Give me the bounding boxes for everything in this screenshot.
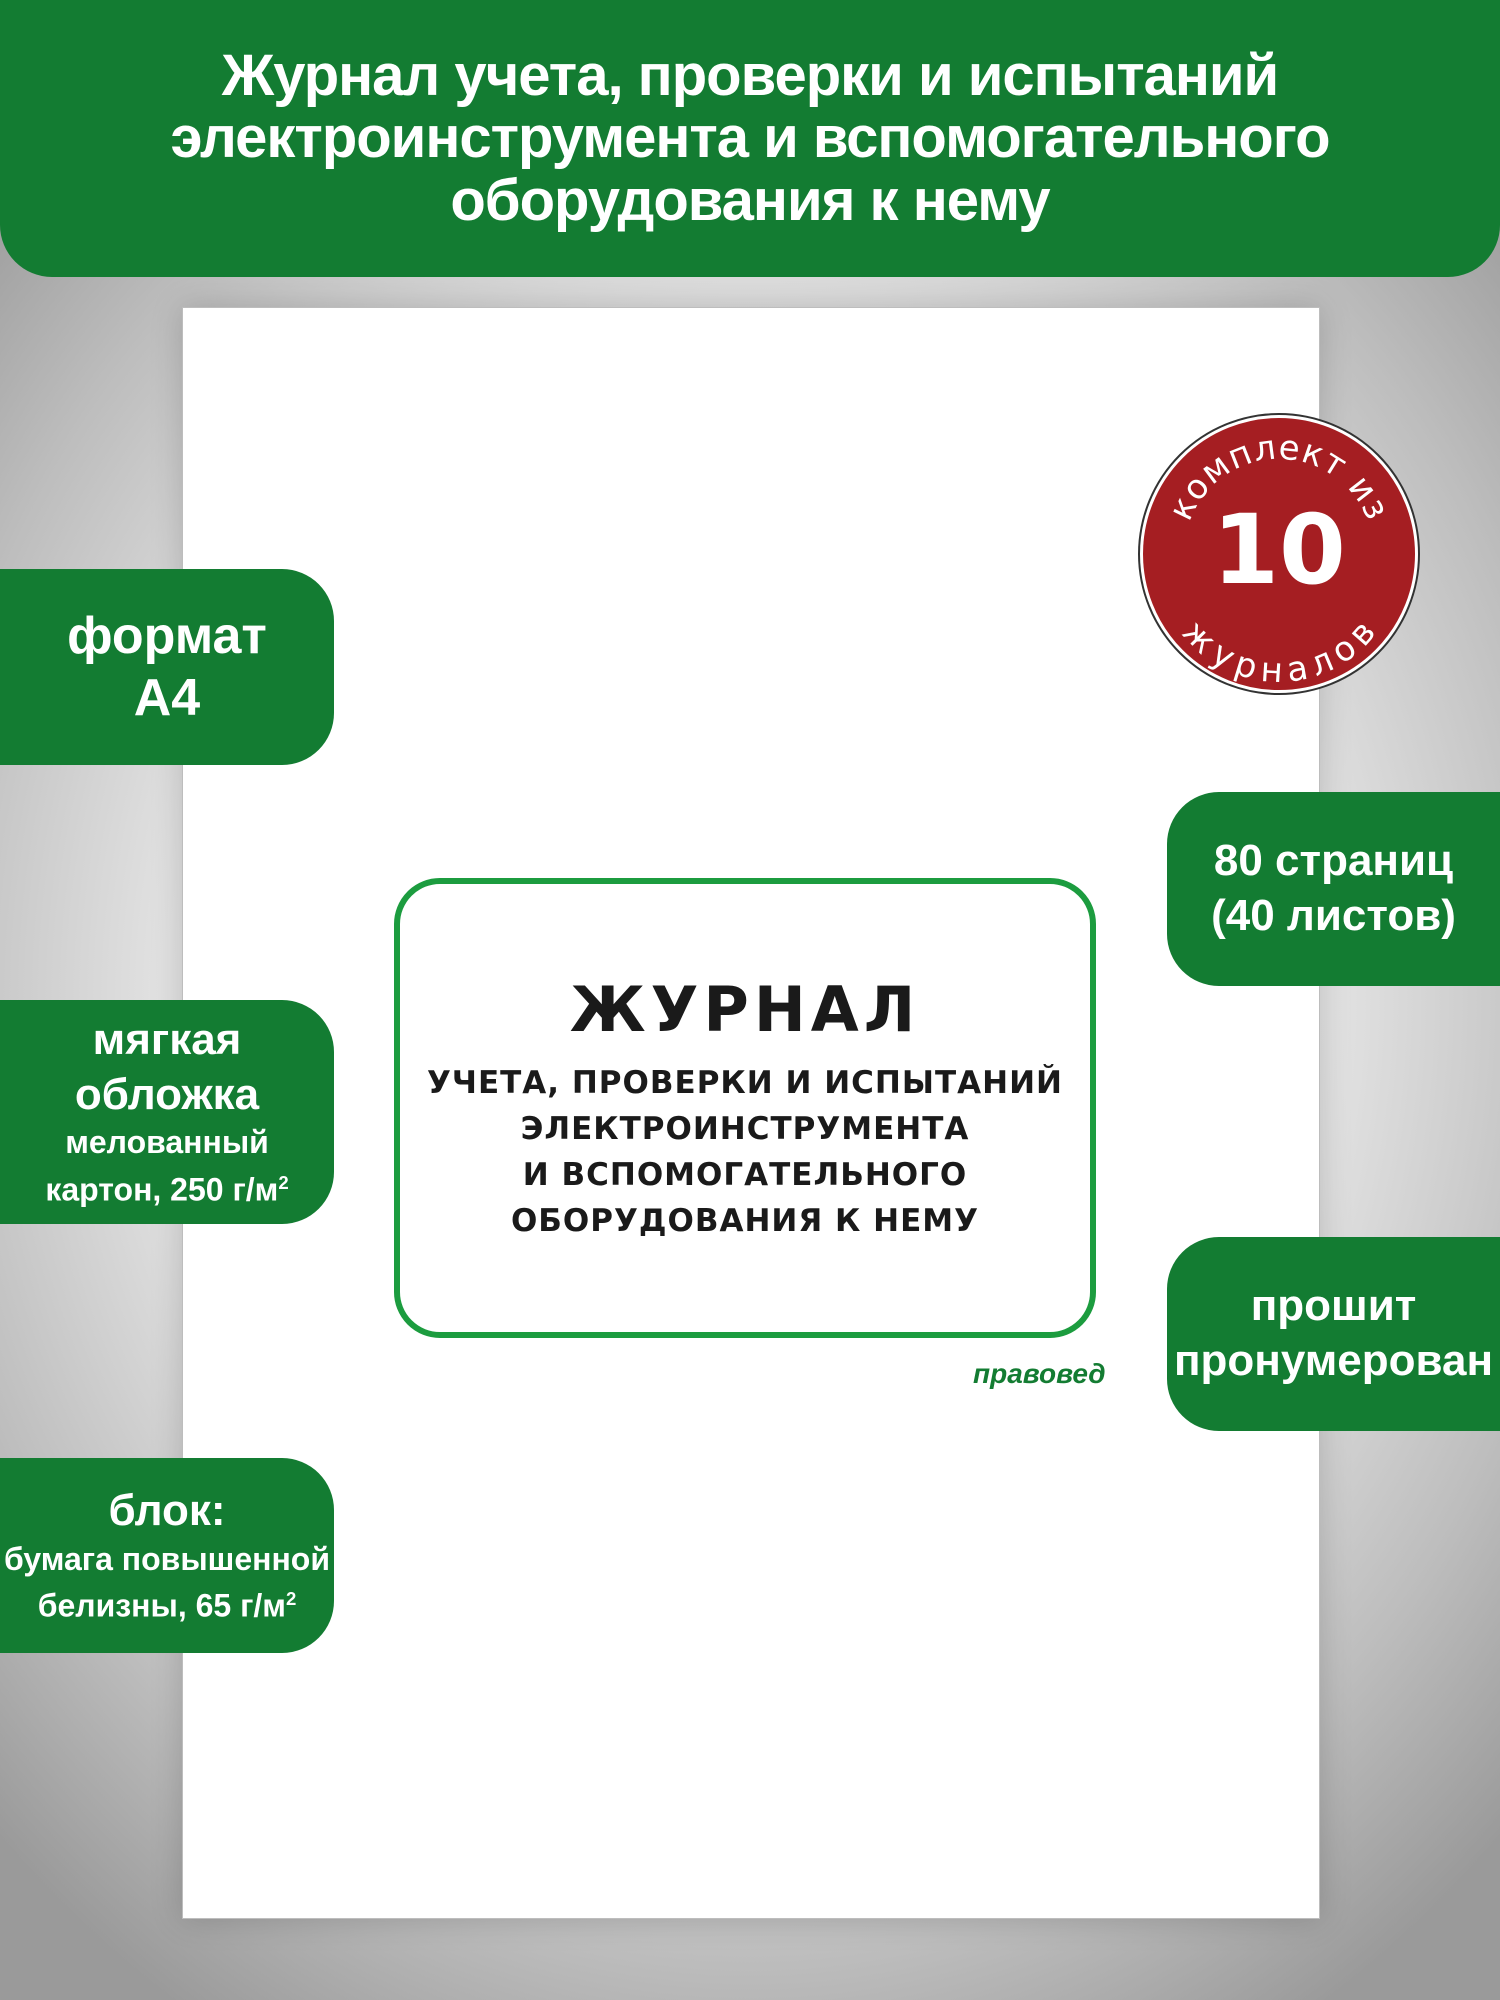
cover-subtitle-line: УЧЕТА, ПРОВЕРКИ И ИСПЫТАНИЙ (427, 1064, 1063, 1101)
cover-type-line: мягкая (92, 1015, 242, 1065)
paper-block-line: белизны, 65 $г/м^2$ (37, 1588, 297, 1625)
binding-tab (1167, 1237, 1500, 1431)
badge-number: 10 (1212, 494, 1346, 606)
cover-subtitle (405, 1060, 1085, 1244)
cover-subtitle-line: ОБОРУДОВАНИЯ К НЕМУ (510, 1202, 980, 1239)
format-line: формат (67, 606, 267, 665)
binding-line: пронумерован (1173, 1336, 1494, 1385)
badge-graphic (1140, 415, 1418, 693)
cover-subtitle-line: И ВСПОМОГАТЕЛЬНОГО (522, 1156, 968, 1193)
cover-title: ЖУРНАЛ (569, 972, 921, 1046)
cover-type-line: обложка (74, 1069, 260, 1119)
paper-block-heading: блок: (108, 1485, 226, 1535)
page-count-tab (1167, 792, 1500, 986)
badge-top-text: комплект из (1160, 427, 1398, 527)
format-line: А4 (133, 669, 201, 727)
binding-line: прошит (1250, 1281, 1417, 1331)
cover-title-frame (394, 878, 1096, 1338)
header-banner (0, 0, 1500, 277)
publisher-logo: правовед (973, 1358, 1106, 1389)
cover-material-line: картон, 250 $г/м^2$ (45, 1171, 289, 1208)
set-count-badge (1140, 415, 1418, 693)
cover-type-tab (0, 1000, 334, 1224)
paper-block-tab (0, 1458, 334, 1653)
cover-subtitle-line: ЭЛЕКТРОИНСТРУМЕНТА (520, 1110, 970, 1147)
paper-block-line: бумага повышенной (4, 1540, 330, 1577)
header-title: Журнал учета, проверки и испытаний электроинструмента и вспомогательного оборудования к нему (170, 42, 1330, 233)
page-count-line: 80 страниц (1213, 836, 1454, 886)
format-tab (0, 569, 334, 765)
badge-bottom-text: журналов (1174, 611, 1385, 692)
cover-material-line: мелованный (65, 1124, 269, 1161)
page-count-line: (40 листов) (1211, 891, 1456, 940)
